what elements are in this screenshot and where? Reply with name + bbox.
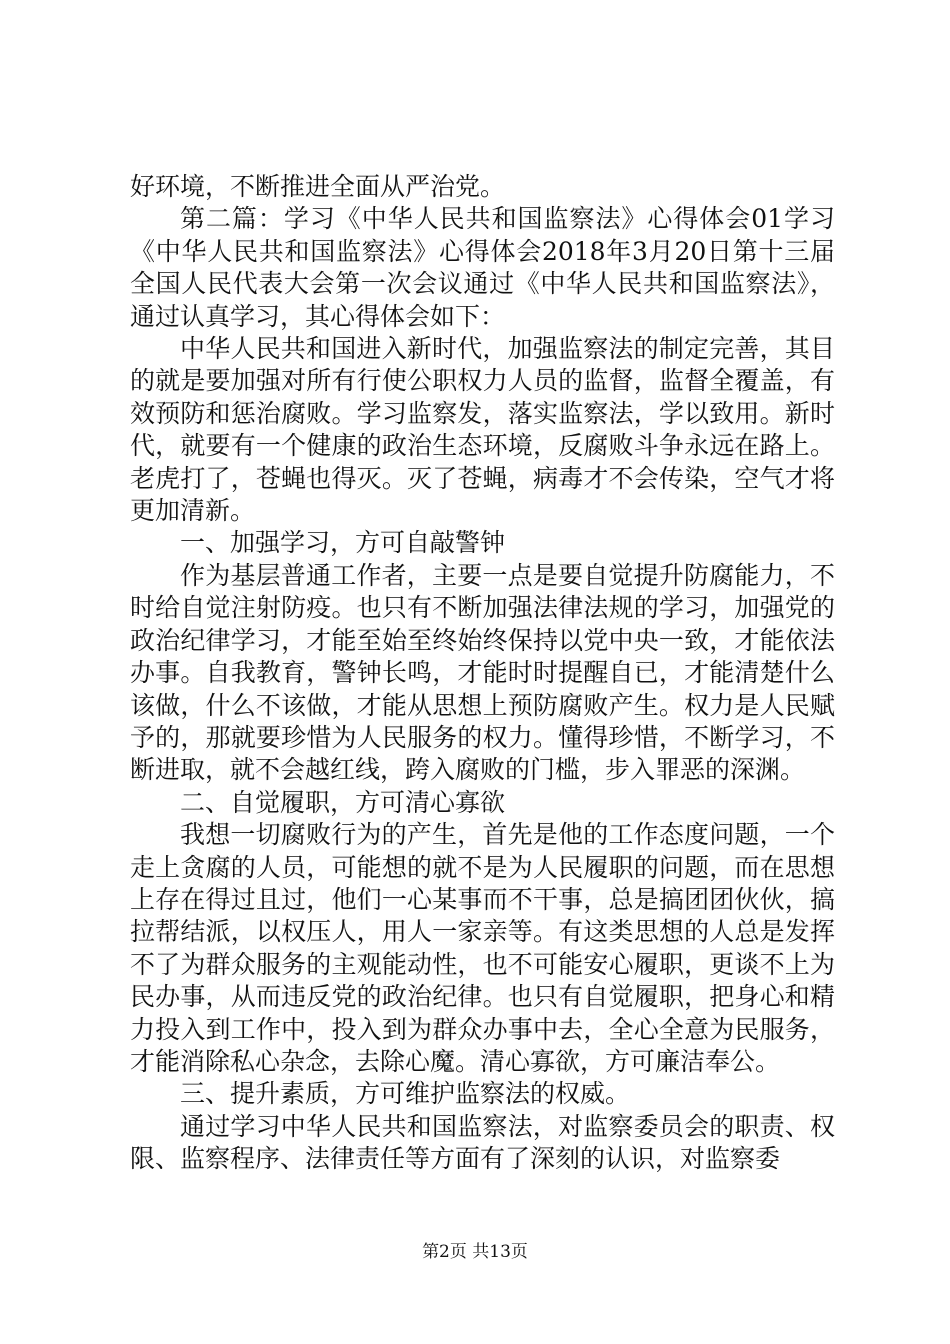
page-footer: 第2页 共13页 xyxy=(422,1242,528,1262)
paragraph-section-3: 通过学习中华人民共和国监察法，对监察委员会的职责、权限、监察程序、法律责任等方面有了深刻的认识，对监察委 xyxy=(130,1111,835,1174)
section-heading-3: 三、提升素质，方可维护监察法的权威。 xyxy=(180,1079,631,1109)
document-body xyxy=(130,171,835,1176)
section-heading-1: 一、加强学习，方可自敲警钟 xyxy=(180,528,506,558)
paragraph-intro: 第二篇：学习《中华人民共和国监察法》心得体会01学习《中华人民共和国监察法》心得体会2018年3月20日第十三届全国人民代表大会第一次会议通过《中华人民共和国监察法》，通过认真学习，其心得体会如下： xyxy=(130,204,835,331)
paragraph-new-era: 中华人民共和国进入新时代，加强监察法的制定完善，其目的就是要加强对所有行使公职权力人员的监督，监督全覆盖，有效预防和惩治腐败。学习监察发，落实监察法，学以致用。新时代，就要有一个健康的政治生态环境，反腐败斗争永远在路上。老虎打了，苍蝇也得灭。灭了苍蝇，病毒才不会传染，空气才将更加清新。 xyxy=(130,334,835,526)
paragraph-section-1: 作为基层普通工作者，主要一点是要自觉提升防腐能力，不时给自觉注射防疫。也只有不断加强法律法规的学习，加强党的政治纪律学习，才能至始至终始终保持以党中央一致，才能依法办事。自我教育，警钟长鸣，才能时时提醒自已，才能清楚什么该做，什么不该做，才能从思想上预防腐败产生。权力是人民赋予的，那就要珍惜为人民服务的权力。懂得珍惜，不断学习，不断进取，就不会越红线，跨入腐败的门槛，步入罪恶的深渊。 xyxy=(130,560,835,785)
paragraph-continuation: 好环境，不断推进全面从严治党。 xyxy=(130,172,506,201)
paragraph-section-2: 我想一切腐败行为的产生，首先是他的工作态度问题，一个走上贪腐的人员，可能想的就不是为人民履职的问题，而在思想上存在得过且过，他们一心某事而不干事，总是搞团团伙伙，搞拉帮结派，以权压人，用人一家亲等。有这类思想的人总是发挥不了为群众服务的主观能动性，也不可能安心履职，更谈不上为民办事，从而违反党的政治纪律。也只有自觉履职，把身心和精力投入到工作中，投入到为群众办事中去，全心全意为民服务，才能消除私心杂念，去除心魔。清心寡欲，方可廉洁奉公。 xyxy=(130,820,835,1076)
section-heading-2: 二、自觉履职，方可清心寡欲 xyxy=(180,787,506,817)
